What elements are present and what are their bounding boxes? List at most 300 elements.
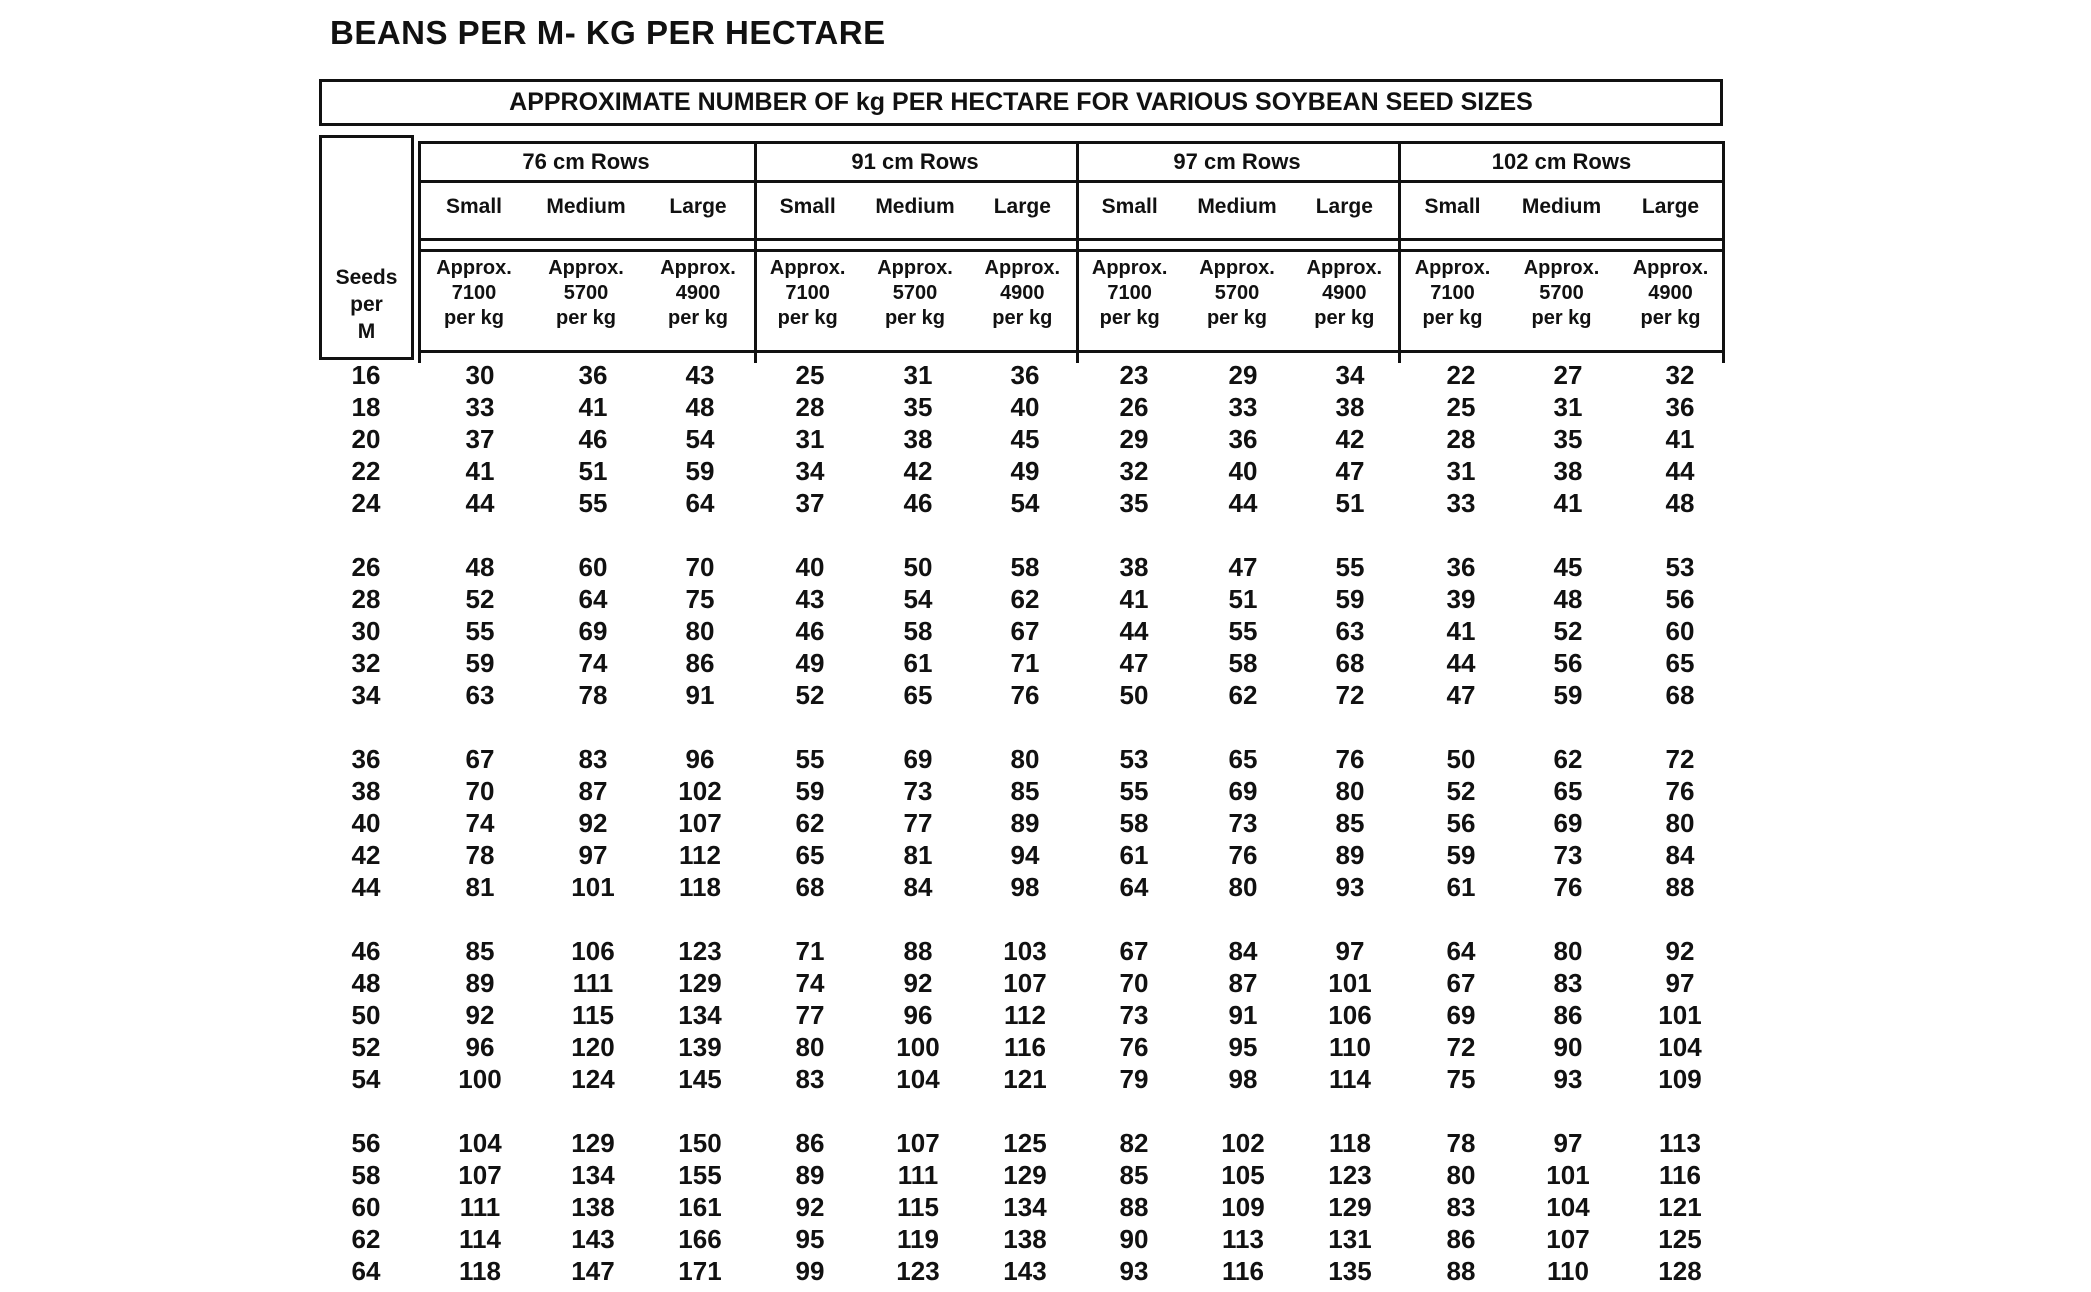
seeds-per-kg-line: 4900	[1000, 282, 1045, 304]
seeds-per-kg-row	[418, 249, 754, 353]
seeds-per-kg-line: per kg	[992, 307, 1053, 329]
kg-per-hectare-cell: 51	[1228, 584, 1258, 614]
kg-per-hectare-cell: 60	[1665, 616, 1695, 646]
kg-per-hectare-cell: 88	[1446, 1256, 1476, 1286]
kg-per-hectare-cell: 85	[1335, 808, 1365, 838]
kg-per-hectare-cell: 40	[795, 552, 825, 582]
seeds-per-m-cell: 38	[351, 776, 381, 806]
kg-per-hectare-cell: 35	[1553, 424, 1583, 454]
kg-per-hectare-cell: 71	[1010, 648, 1040, 678]
kg-per-hectare-cell: 40	[1228, 456, 1258, 486]
table-row	[319, 840, 1739, 872]
kg-per-hectare-cell: 123	[1328, 1160, 1372, 1190]
kg-per-hectare-cell: 77	[795, 1000, 825, 1030]
table-row	[319, 424, 1739, 456]
column-divider	[1722, 141, 1725, 363]
seeds-per-kg-row	[754, 249, 1076, 353]
kg-per-hectare-cell: 99	[795, 1256, 825, 1286]
table-body	[319, 360, 1739, 1288]
kg-per-hectare-cell: 74	[465, 808, 495, 838]
kg-per-hectare-cell: 29	[1119, 424, 1149, 454]
kg-per-hectare-cell: 62	[1553, 744, 1583, 774]
kg-per-hectare-cell: 47	[1228, 552, 1258, 582]
kg-per-hectare-cell: 80	[795, 1032, 825, 1062]
kg-per-hectare-cell: 92	[903, 968, 933, 998]
kg-per-hectare-cell: 107	[458, 1160, 502, 1190]
kg-per-hectare-cell: 88	[903, 936, 933, 966]
kg-per-hectare-cell: 131	[1328, 1224, 1372, 1254]
seed-size-label: Medium	[1521, 195, 1602, 218]
seeds-per-m-header	[319, 264, 414, 345]
kg-per-hectare-cell: 139	[678, 1032, 722, 1062]
seed-size-label: Large	[1315, 195, 1373, 218]
seeds-per-m-cell: 26	[351, 552, 381, 582]
kg-per-hectare-cell: 26	[1119, 392, 1149, 422]
kg-per-hectare-cell: 73	[1119, 1000, 1149, 1030]
kg-per-hectare-cell: 68	[795, 872, 825, 902]
kg-per-hectare-cell: 37	[795, 488, 825, 518]
seeds-per-m-cell: 30	[351, 616, 381, 646]
table-caption: APPROXIMATE NUMBER OF kg PER HECTARE FOR VARIOUS SOYBEAN SEED SIZES	[319, 79, 1723, 126]
seed-size-label: Small	[1424, 195, 1481, 218]
kg-per-hectare-cell: 51	[1335, 488, 1365, 518]
seeds-per-m-cell: 46	[351, 936, 381, 966]
kg-per-hectare-cell: 98	[1010, 872, 1040, 902]
seeds-per-m-cell: 36	[351, 744, 381, 774]
seeds-per-kg-label	[1616, 252, 1725, 350]
table-row	[319, 680, 1739, 712]
kg-per-hectare-cell: 69	[578, 616, 608, 646]
seeds-per-m-cell: 42	[351, 840, 381, 870]
kg-per-hectare-cell: 95	[1228, 1032, 1258, 1062]
kg-per-hectare-cell: 89	[1335, 840, 1365, 870]
kg-per-hectare-cell: 115	[897, 1192, 939, 1222]
kg-per-hectare-cell: 54	[685, 424, 715, 454]
kg-per-hectare-cell: 90	[1553, 1032, 1583, 1062]
kg-per-hectare-cell: 34	[795, 456, 825, 486]
table-row	[319, 1000, 1739, 1032]
kg-per-hectare-cell: 85	[1010, 776, 1040, 806]
kg-per-hectare-cell: 101	[571, 872, 615, 902]
table-row	[319, 936, 1739, 968]
seeds-per-m-cell: 40	[351, 808, 381, 838]
kg-per-hectare-cell: 50	[1119, 680, 1149, 710]
kg-per-hectare-cell: 32	[1119, 456, 1149, 486]
kg-per-hectare-cell: 135	[1328, 1256, 1372, 1286]
kg-per-hectare-cell: 129	[571, 1128, 615, 1158]
kg-per-hectare-cell: 65	[795, 840, 825, 870]
seeds-per-m-cell: 24	[351, 488, 381, 518]
seed-size-label: Medium	[546, 195, 626, 218]
kg-per-hectare-cell: 97	[1553, 1128, 1583, 1158]
kg-per-hectare-cell: 31	[1446, 456, 1476, 486]
table-row	[319, 616, 1739, 648]
kg-per-hectare-cell: 78	[465, 840, 495, 870]
kg-per-hectare-cell: 62	[1228, 680, 1258, 710]
seeds-per-m-cell: 62	[351, 1224, 381, 1254]
kg-per-hectare-cell: 54	[903, 584, 933, 614]
seeds-per-kg-line: 5700	[1539, 282, 1584, 304]
kg-per-hectare-cell: 79	[1119, 1064, 1149, 1094]
kg-per-hectare-cell: 100	[896, 1032, 940, 1062]
kg-per-hectare-cell: 92	[578, 808, 608, 838]
seeds-per-m-cell: 28	[351, 584, 381, 614]
seed-size-label: Large	[993, 195, 1051, 218]
kg-per-hectare-cell: 51	[578, 456, 608, 486]
kg-per-hectare-cell: 115	[572, 1000, 614, 1030]
kg-per-hectare-cell: 83	[1553, 968, 1583, 998]
seeds-per-kg-row	[1076, 249, 1398, 353]
kg-per-hectare-cell: 38	[903, 424, 933, 454]
row-group-title: 91 cm Rows	[754, 141, 1076, 183]
kg-per-hectare-cell: 70	[685, 552, 715, 582]
kg-per-hectare-cell: 73	[1228, 808, 1258, 838]
kg-per-hectare-cell: 64	[1119, 872, 1149, 902]
kg-per-hectare-cell: 61	[1446, 872, 1476, 902]
seeds-per-kg-line: Approx.	[769, 257, 846, 279]
kg-per-hectare-cell: 74	[795, 968, 825, 998]
seeds-per-m-cell: 64	[351, 1256, 381, 1286]
kg-per-hectare-cell: 114	[459, 1224, 501, 1254]
kg-per-hectare-cell: 58	[903, 616, 933, 646]
seed-size-label: Medium	[1197, 195, 1277, 218]
kg-per-hectare-cell: 106	[571, 936, 615, 966]
kg-per-hectare-cell: 72	[1335, 680, 1365, 710]
seeds-per-kg-line: Approx.	[1199, 257, 1275, 279]
kg-per-hectare-cell: 58	[1228, 648, 1258, 678]
kg-per-hectare-cell: 36	[1010, 360, 1040, 390]
kg-per-hectare-cell: 45	[1553, 552, 1583, 582]
kg-per-hectare-cell: 41	[578, 392, 608, 422]
kg-per-hectare-cell: 155	[678, 1160, 722, 1190]
kg-per-hectare-cell: 65	[1228, 744, 1258, 774]
seeds-header-line: M	[357, 320, 376, 343]
row-group-title: 102 cm Rows	[1398, 141, 1725, 183]
kg-per-hectare-cell: 96	[685, 744, 715, 774]
kg-per-hectare-cell: 143	[571, 1224, 615, 1254]
kg-per-hectare-cell: 56	[1665, 584, 1695, 614]
kg-per-hectare-cell: 50	[1446, 744, 1476, 774]
kg-per-hectare-cell: 63	[1335, 616, 1365, 646]
kg-per-hectare-cell: 61	[1119, 840, 1149, 870]
kg-per-hectare-cell: 111	[897, 1160, 939, 1190]
kg-per-hectare-cell: 91	[1228, 1000, 1258, 1030]
seed-size-label: Small	[445, 195, 503, 218]
kg-per-hectare-cell: 44	[1228, 488, 1258, 518]
kg-per-hectare-cell: 76	[1010, 680, 1040, 710]
seeds-per-kg-line: per kg	[1422, 307, 1483, 329]
seeds-per-m-cell: 18	[351, 392, 381, 422]
kg-per-hectare-cell: 41	[1119, 584, 1149, 614]
column-divider	[1398, 141, 1401, 363]
kg-per-hectare-cell: 74	[578, 648, 608, 678]
kg-per-hectare-cell: 107	[896, 1128, 940, 1158]
seeds-per-kg-label	[754, 252, 861, 350]
kg-per-hectare-cell: 48	[465, 552, 495, 582]
kg-per-hectare-cell: 89	[795, 1160, 825, 1190]
kg-per-hectare-cell: 68	[1665, 680, 1695, 710]
kg-per-hectare-cell: 109	[1221, 1192, 1265, 1222]
kg-per-hectare-cell: 83	[578, 744, 608, 774]
seeds-per-kg-line: Approx.	[660, 257, 736, 279]
kg-per-hectare-cell: 91	[685, 680, 715, 710]
kg-per-hectare-cell: 69	[1553, 808, 1583, 838]
kg-per-hectare-cell: 44	[1119, 616, 1149, 646]
kg-per-hectare-cell: 85	[465, 936, 495, 966]
seeds-per-m-cell: 16	[351, 360, 381, 390]
table-row	[319, 1032, 1739, 1064]
kg-per-hectare-cell: 84	[1228, 936, 1258, 966]
seeds-per-kg-line: per kg	[555, 307, 617, 329]
kg-per-hectare-cell: 59	[1446, 840, 1476, 870]
table-row	[319, 648, 1739, 680]
kg-per-hectare-cell: 38	[1335, 392, 1365, 422]
kg-per-hectare-cell: 104	[458, 1128, 502, 1158]
kg-per-hectare-cell: 47	[1119, 648, 1149, 678]
seeds-header-line: Seeds	[335, 266, 398, 289]
kg-per-hectare-cell: 55	[795, 744, 825, 774]
kg-per-hectare-cell: 104	[1546, 1192, 1590, 1222]
kg-per-hectare-cell: 93	[1335, 872, 1365, 902]
table-row	[319, 1128, 1739, 1160]
kg-per-hectare-cell: 65	[903, 680, 933, 710]
seed-size-row	[1398, 189, 1725, 241]
kg-per-hectare-cell: 53	[1665, 552, 1695, 582]
kg-per-hectare-cell: 102	[678, 776, 722, 806]
kg-per-hectare-cell: 97	[1665, 968, 1695, 998]
kg-per-hectare-cell: 138	[571, 1192, 615, 1222]
kg-per-hectare-cell: 33	[1446, 488, 1476, 518]
kg-per-hectare-cell: 69	[903, 744, 933, 774]
kg-per-hectare-cell: 64	[578, 584, 608, 614]
kg-per-hectare-cell: 31	[1553, 392, 1583, 422]
kg-per-hectare-cell: 45	[1010, 424, 1040, 454]
table-row	[319, 360, 1739, 392]
kg-per-hectare-cell: 47	[1446, 680, 1476, 710]
kg-per-hectare-cell: 41	[465, 456, 495, 486]
kg-per-hectare-cell: 96	[903, 1000, 933, 1030]
kg-per-hectare-cell: 50	[903, 552, 933, 582]
kg-per-hectare-cell: 55	[1119, 776, 1149, 806]
kg-per-hectare-cell: 48	[1665, 488, 1695, 518]
kg-per-hectare-cell: 83	[1446, 1192, 1476, 1222]
table-row	[319, 808, 1739, 840]
kg-per-hectare-cell: 40	[1010, 392, 1040, 422]
kg-per-hectare-cell: 54	[1010, 488, 1040, 518]
seeds-per-m-cell: 54	[351, 1064, 381, 1094]
seeds-per-m-cell: 44	[351, 872, 381, 902]
kg-per-hectare-cell: 59	[685, 456, 715, 486]
kg-per-hectare-cell: 42	[903, 456, 933, 486]
kg-per-hectare-cell: 44	[1446, 648, 1476, 678]
kg-per-hectare-cell: 161	[678, 1192, 722, 1222]
kg-per-hectare-cell: 48	[1553, 584, 1583, 614]
seeds-per-kg-label	[969, 252, 1076, 350]
kg-per-hectare-cell: 113	[1222, 1224, 1264, 1254]
kg-per-hectare-cell: 33	[465, 392, 495, 422]
table-row	[319, 1192, 1739, 1224]
kg-per-hectare-cell: 93	[1119, 1256, 1149, 1286]
kg-per-hectare-cell: 28	[795, 392, 825, 422]
kg-per-hectare-cell: 134	[571, 1160, 615, 1190]
seeds-per-kg-line: Approx.	[984, 257, 1061, 279]
kg-per-hectare-cell: 72	[1665, 744, 1695, 774]
kg-per-hectare-cell: 53	[1119, 744, 1149, 774]
kg-per-hectare-cell: 76	[1335, 744, 1365, 774]
kg-per-hectare-cell: 25	[1446, 392, 1476, 422]
kg-per-hectare-cell: 171	[678, 1256, 722, 1286]
kg-per-hectare-cell: 109	[1658, 1064, 1702, 1094]
seed-size-label: Small	[1101, 195, 1158, 218]
kg-per-hectare-cell: 75	[685, 584, 715, 614]
kg-per-hectare-cell: 67	[465, 744, 495, 774]
kg-per-hectare-cell: 102	[1221, 1128, 1265, 1158]
seed-size-label: Large	[1641, 195, 1700, 218]
kg-per-hectare-cell: 80	[1665, 808, 1695, 838]
seeds-per-kg-line: per kg	[1099, 307, 1160, 329]
seeds-per-kg-label	[642, 252, 754, 350]
seeds-per-kg-line: Approx.	[436, 257, 512, 279]
seeds-per-kg-line: 7100	[1107, 282, 1152, 304]
row-group-spacer	[319, 904, 1739, 936]
page-title: BEANS PER M- KG PER HECTARE	[330, 14, 886, 51]
kg-per-hectare-cell: 98	[1228, 1064, 1258, 1094]
seeds-per-m-cell: 60	[351, 1192, 381, 1222]
table-row	[319, 1160, 1739, 1192]
kg-per-hectare-cell: 55	[578, 488, 608, 518]
kg-per-hectare-cell: 34	[1335, 360, 1365, 390]
kg-per-hectare-cell: 111	[459, 1192, 501, 1222]
seeds-per-m-cell: 56	[351, 1128, 381, 1158]
seeds-per-kg-line: Approx.	[1091, 257, 1168, 279]
kg-per-hectare-cell: 125	[1003, 1128, 1047, 1158]
kg-per-hectare-cell: 84	[903, 872, 933, 902]
kg-per-hectare-cell: 88	[1665, 872, 1695, 902]
kg-per-hectare-cell: 75	[1446, 1064, 1476, 1094]
kg-per-hectare-cell: 69	[1446, 1000, 1476, 1030]
kg-per-hectare-cell: 116	[1222, 1256, 1264, 1286]
kg-per-hectare-cell: 106	[1328, 1000, 1372, 1030]
row-group-header	[1076, 141, 1398, 366]
seeds-per-m-cell: 22	[351, 456, 381, 486]
kg-per-hectare-cell: 69	[1228, 776, 1258, 806]
kg-per-hectare-cell: 80	[685, 616, 715, 646]
table-row	[319, 1064, 1739, 1096]
kg-per-hectare-cell: 41	[1665, 424, 1695, 454]
kg-per-hectare-cell: 85	[1119, 1160, 1149, 1190]
kg-per-hectare-cell: 100	[458, 1064, 502, 1094]
table-row	[319, 776, 1739, 808]
kg-per-hectare-cell: 36	[1446, 552, 1476, 582]
kg-per-hectare-cell: 37	[465, 424, 495, 454]
kg-per-hectare-cell: 65	[1665, 648, 1695, 678]
kg-per-hectare-cell: 129	[1003, 1160, 1047, 1190]
seeds-per-kg-line: Approx.	[548, 257, 624, 279]
kg-per-hectare-cell: 27	[1553, 360, 1583, 390]
kg-per-hectare-cell: 87	[578, 776, 608, 806]
table-row	[319, 744, 1739, 776]
kg-per-hectare-cell: 116	[1004, 1032, 1046, 1062]
kg-per-hectare-cell: 67	[1010, 616, 1040, 646]
kg-per-hectare-cell: 93	[1553, 1064, 1583, 1094]
seeds-per-m-cell: 48	[351, 968, 381, 998]
kg-per-hectare-cell: 88	[1119, 1192, 1149, 1222]
kg-per-hectare-cell: 68	[1335, 648, 1365, 678]
kg-per-hectare-cell: 145	[678, 1064, 722, 1094]
table-row	[319, 1256, 1739, 1288]
kg-per-hectare-cell: 150	[678, 1128, 722, 1158]
kg-per-hectare-cell: 76	[1228, 840, 1258, 870]
seeds-per-kg-line: 5700	[563, 282, 609, 304]
kg-per-hectare-cell: 76	[1553, 872, 1583, 902]
kg-per-hectare-cell: 80	[1446, 1160, 1476, 1190]
kg-per-hectare-cell: 134	[1003, 1192, 1047, 1222]
seed-size-label: Small	[779, 195, 836, 218]
kg-per-hectare-cell: 120	[571, 1032, 615, 1062]
column-divider	[1076, 141, 1079, 363]
kg-per-hectare-cell: 84	[1665, 840, 1695, 870]
kg-per-hectare-cell: 46	[795, 616, 825, 646]
kg-per-hectare-cell: 56	[1553, 648, 1583, 678]
seeds-per-kg-line: 4900	[1648, 282, 1693, 304]
seed-size-label: Medium	[875, 195, 955, 218]
kg-per-hectare-cell: 89	[465, 968, 495, 998]
kg-per-hectare-cell: 104	[1658, 1032, 1702, 1062]
kg-per-hectare-cell: 143	[1003, 1256, 1047, 1286]
table-row	[319, 552, 1739, 584]
kg-per-hectare-cell: 125	[1658, 1224, 1702, 1254]
kg-per-hectare-cell: 77	[903, 808, 933, 838]
kg-per-hectare-cell: 112	[1004, 1000, 1046, 1030]
seeds-per-kg-label	[1398, 252, 1507, 350]
table-row	[319, 968, 1739, 1000]
kg-per-hectare-cell: 97	[1335, 936, 1365, 966]
seeds-per-kg-line: Approx.	[1414, 257, 1491, 279]
kg-per-hectare-cell: 71	[795, 936, 825, 966]
kg-per-hectare-cell: 134	[678, 1000, 722, 1030]
kg-per-hectare-cell: 49	[1010, 456, 1040, 486]
kg-per-hectare-cell: 61	[903, 648, 933, 678]
kg-per-hectare-cell: 32	[1665, 360, 1695, 390]
kg-per-hectare-cell: 65	[1553, 776, 1583, 806]
kg-per-hectare-cell: 44	[465, 488, 495, 518]
seed-size-row	[1076, 189, 1398, 241]
seeds-per-kg-label	[418, 252, 530, 350]
kg-per-hectare-cell: 123	[896, 1256, 940, 1286]
kg-per-hectare-cell: 101	[1658, 1000, 1702, 1030]
seeds-per-kg-line: per kg	[1531, 307, 1592, 329]
kg-per-hectare-cell: 43	[795, 584, 825, 614]
kg-per-hectare-cell: 118	[459, 1256, 501, 1286]
kg-per-hectare-cell: 81	[903, 840, 933, 870]
seeds-per-kg-line: per kg	[667, 307, 729, 329]
kg-per-hectare-cell: 166	[678, 1224, 722, 1254]
kg-per-hectare-cell: 81	[465, 872, 495, 902]
kg-per-hectare-cell: 58	[1119, 808, 1149, 838]
kg-per-hectare-cell: 64	[685, 488, 715, 518]
kg-per-hectare-cell: 86	[685, 648, 715, 678]
seeds-per-kg-line: Approx.	[1306, 257, 1383, 279]
kg-per-hectare-cell: 31	[903, 360, 933, 390]
seeds-per-kg-line: Approx.	[1632, 257, 1709, 279]
kg-per-hectare-cell: 56	[1446, 808, 1476, 838]
kg-per-hectare-cell: 55	[1335, 552, 1365, 582]
kg-per-hectare-cell: 118	[1329, 1128, 1371, 1158]
kg-per-hectare-cell: 94	[1010, 840, 1040, 870]
seed-size-label: Large	[669, 195, 727, 218]
kg-per-hectare-cell: 41	[1446, 616, 1476, 646]
seeds-per-kg-line: 4900	[675, 282, 721, 304]
